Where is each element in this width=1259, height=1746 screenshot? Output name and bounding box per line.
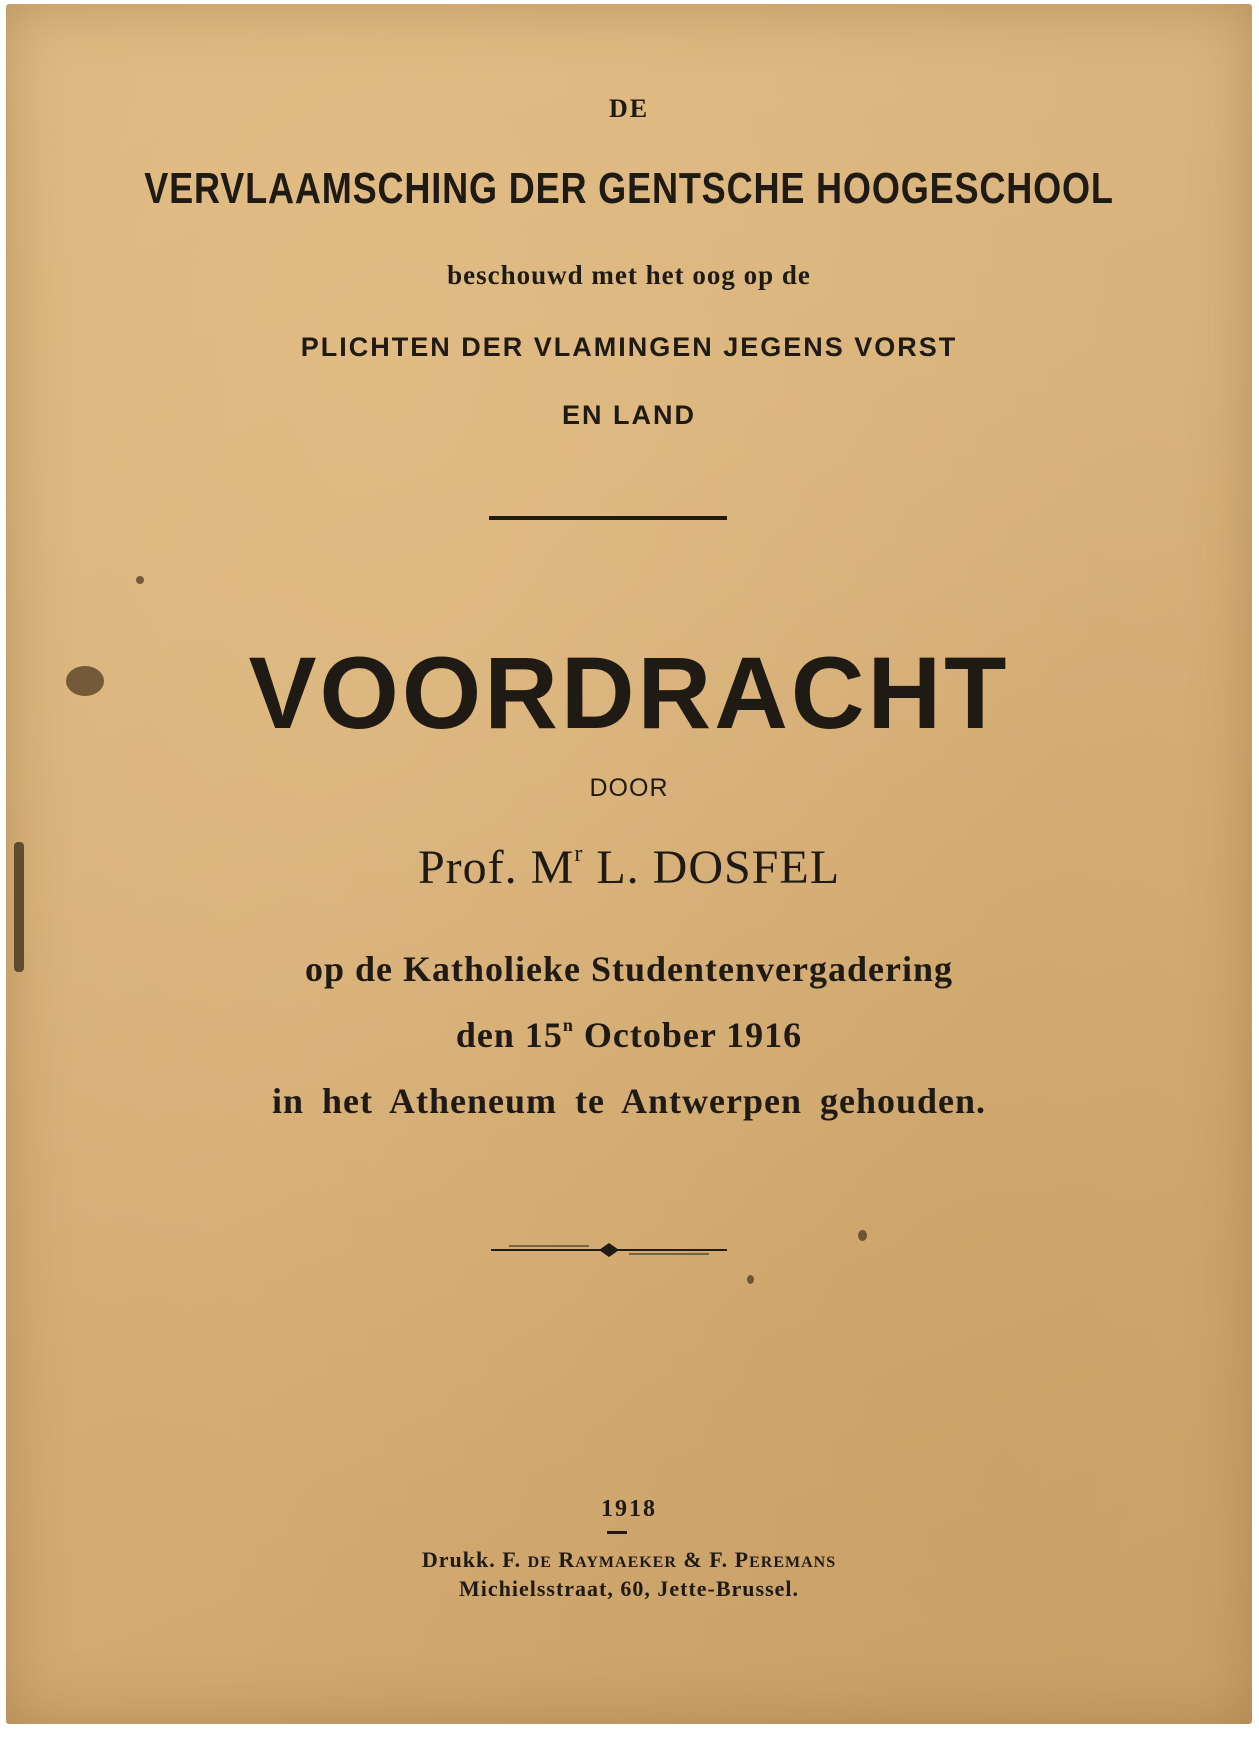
paper-stain [747, 1275, 754, 1284]
printer-de: DE [527, 1554, 552, 1571]
publication-year: 1918 [601, 1496, 657, 1522]
occasion-line-2 [6, 1014, 1252, 1056]
printer-eremans: EREMANS [749, 1554, 837, 1571]
author-sup: r [574, 841, 584, 867]
ornament-divider [489, 1240, 729, 1260]
occasion-date-post: October 1916 [573, 1015, 803, 1055]
author-surname: L. DOSFEL [583, 841, 841, 894]
occasion-line-1: op de Katholieke Studentenvergadering [304, 949, 953, 989]
year-dash [607, 1531, 627, 1534]
voordracht-heading: VOORDRACHT [248, 636, 1010, 750]
paper-stain [136, 576, 144, 584]
title-article: DE [608, 94, 650, 123]
printer-middle: & F. [676, 1547, 735, 1572]
printer-aymaeker: AYMAEKER [575, 1554, 677, 1571]
occasion-date-pre: den 15 [455, 1015, 563, 1055]
divider-rule [489, 516, 727, 520]
subtitle-plichten: PLICHTEN DER VLAMINGEN JEGENS VORST [300, 332, 958, 362]
paper-stain [858, 1230, 867, 1241]
paper-stain [66, 666, 104, 696]
author-prefix: Prof. M [417, 841, 575, 894]
printer-prefix: Drukk. F. [421, 1547, 528, 1572]
door-label: DOOR [589, 774, 669, 802]
printer-line [6, 1547, 1252, 1573]
printer-p: P [734, 1547, 750, 1572]
occasion-line-3: in het Atheneum te Antwerpen gehouden. [271, 1081, 987, 1121]
printer-address: Michielsstraat, 60, Jette-Brussel. [458, 1576, 800, 1601]
paper-stain [14, 842, 24, 972]
subtitle-en-land: EN LAND [562, 400, 696, 430]
printer-r: R [551, 1547, 576, 1572]
main-title: VERVLAAMSCHING DER GENTSCHE HOOGESCHOOL [144, 164, 1114, 213]
author-name [6, 840, 1252, 895]
book-cover [6, 4, 1252, 1724]
occasion-date-sup: n [562, 1015, 574, 1035]
subtitle: beschouwd met het oog op de [447, 260, 811, 290]
